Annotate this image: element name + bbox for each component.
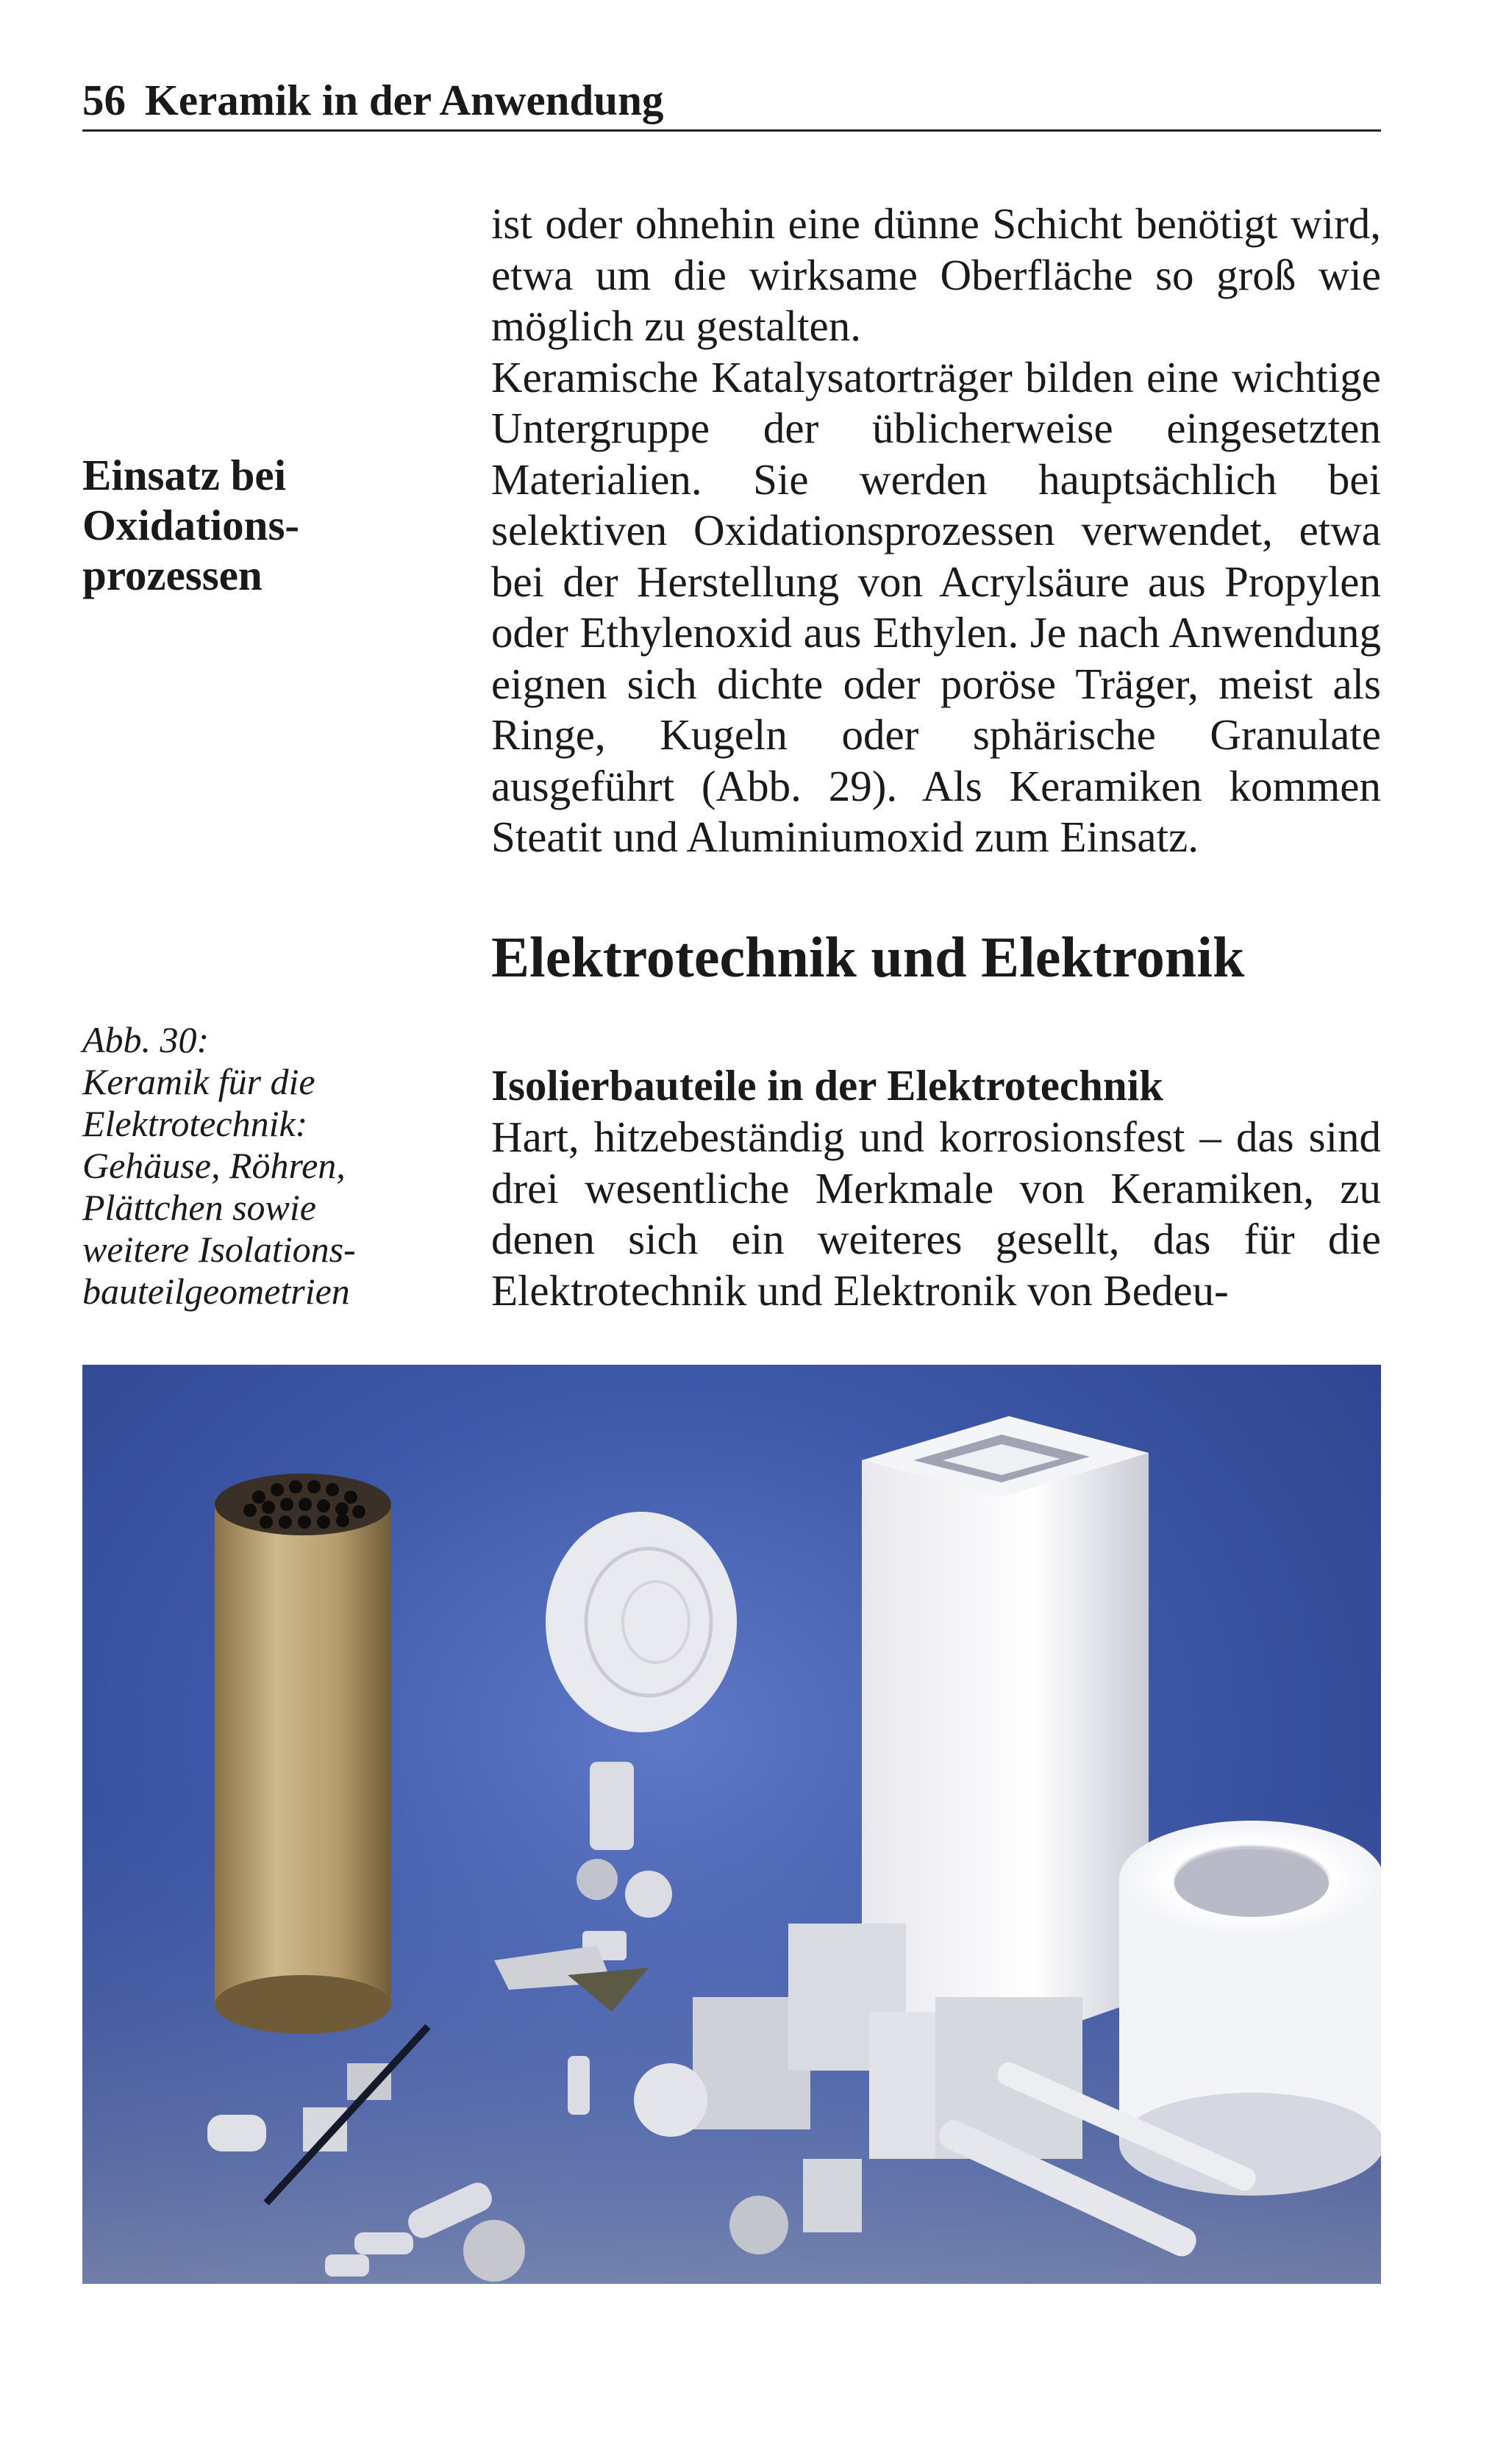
figure-photo-ceramic-parts [82, 1365, 1381, 2284]
paragraph: ist oder ohnehin eine dünne Schicht benötigt wird, etwa um die wirksame Oberfläche so groß wie möglich zu gestalten. [491, 199, 1381, 350]
header-text [82, 71, 1381, 129]
caption-line: Elektrotechnik: [82, 1103, 308, 1144]
page-number: 56 [82, 76, 126, 124]
caption-line: Keramik für die [82, 1061, 315, 1102]
caption-line: bauteilgeometrien [82, 1271, 350, 1312]
caption-line: Gehäuse, Röhren, [82, 1145, 346, 1186]
margin-heading-oxidation [82, 450, 465, 600]
ceramic-disc-shape [546, 1512, 737, 1732]
caption-line: Plättchen sowie [82, 1187, 316, 1228]
body-text-bottom [491, 1112, 1381, 1316]
header-title: Keramik in der Anwendung [145, 76, 664, 124]
margin-heading-line: Einsatz bei [82, 451, 286, 499]
honeycomb-tube-shape [215, 1474, 391, 2034]
body-text-top [491, 199, 1381, 863]
paragraph: Keramische Katalysatorträger bilden eine wichtige Untergruppe der üblicherweise eingesetzten Materialien. Sie werden hauptsächlich bei selektiven Oxidationsprozessen verwendet, etwa bei der Herstellung von Acrylsäure aus Propylen oder Ethylenoxid aus Ethylen. Je nach Anwendung eignen sich dichte oder poröse Träger, meist als Ringe, Kugeln oder sphärische Granulate ausgeführt (Abb. 29). Als Keramiken kommen Steatit und Aluminiumoxid zum Einsatz. [491, 352, 1381, 861]
margin-heading-line: Oxidations- [82, 501, 300, 549]
paragraph: Hart, hitzebeständig und korrosionsfest – das sind drei wesentliche Merkmale von Keramiken, zu denen sich ein weiteres gesellt, das für die Elektrotechnik und Elektronik von Bedeu- [491, 1113, 1381, 1315]
caption-line: Abb. 30: [82, 1019, 210, 1060]
margin-heading-line: prozessen [82, 551, 263, 599]
caption-line: weitere Isolations- [82, 1229, 356, 1270]
subheading: Isolierbauteile in der Elektrotechnik [491, 1061, 1163, 1110]
figure-caption [82, 1019, 472, 1313]
running-header [82, 71, 1381, 132]
section-title: Elektrotechnik und Elektronik [491, 925, 1245, 989]
